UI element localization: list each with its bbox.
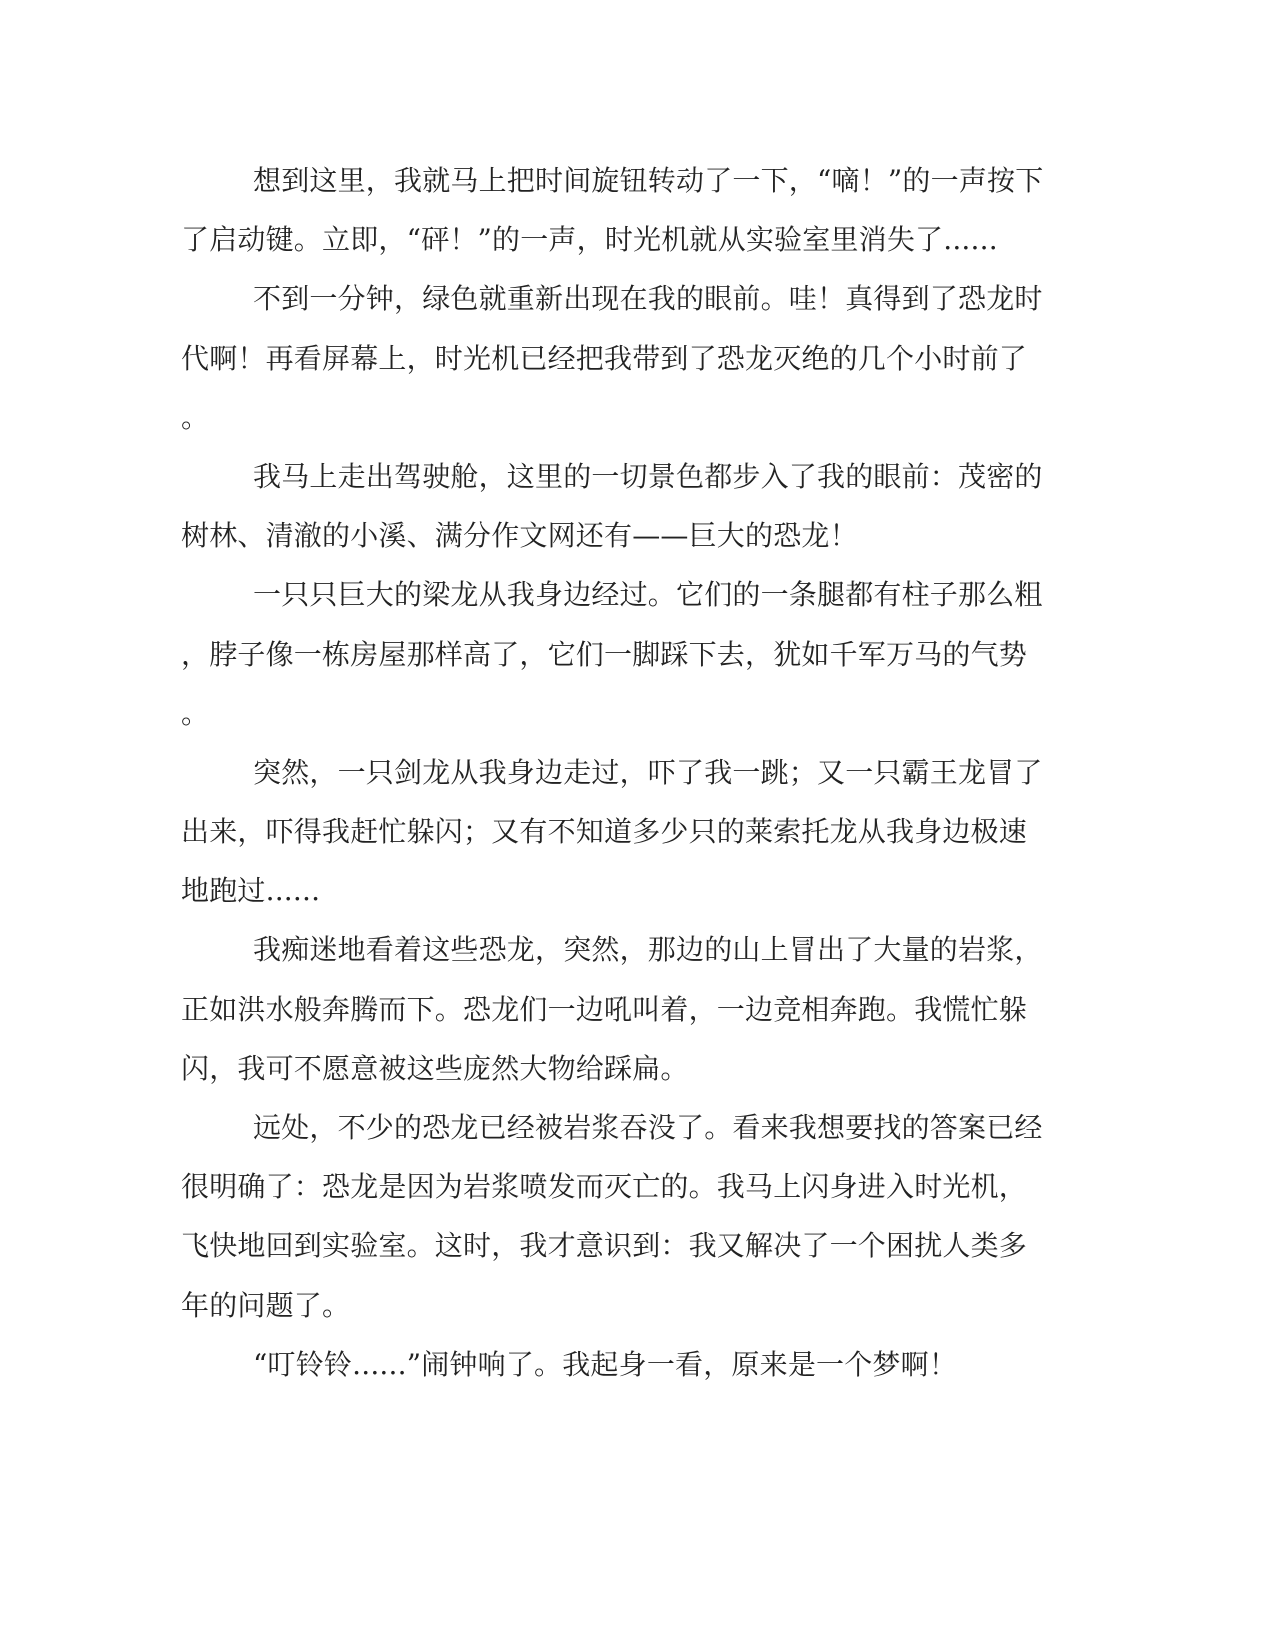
- text-line: 代啊！再看屏幕上，时光机已经把我带到了恐龙灭绝的几个小时前了: [181, 341, 1028, 375]
- text-line: 我马上走出驾驶舱，这里的一切景色都步入了我的眼前：茂密的: [253, 459, 1043, 493]
- text-line: 地跑过......: [181, 874, 321, 908]
- text-line: 正如洪水般奔腾而下。恐龙们一边吼叫着，一边竞相奔跑。我慌忙躲: [181, 992, 1028, 1026]
- text-line: 远处，不少的恐龙已经被岩浆吞没了。看来我想要找的答案已经: [253, 1111, 1043, 1144]
- text-line: 闪，我可不愿意被这些庞然大物给踩扁。: [181, 1051, 689, 1085]
- story-text: [181, 151, 1044, 1394]
- text-line: 想到这里，我就马上把时间旋钮转动了一下，“嘀！”的一声按下: [253, 164, 1044, 197]
- text-line: 年的问题了。: [181, 1288, 351, 1322]
- text-line: 。: [181, 400, 210, 434]
- text-line: 一只只巨大的梁龙从我身边经过。它们的一条腿都有柱子那么粗: [253, 578, 1043, 612]
- text-line: 我痴迷地看着这些恐龙，突然，那边的山上冒出了大量的岩浆，: [253, 933, 1043, 967]
- text-line: 树林、清澈的小溪、满分作文网还有——巨大的恐龙！: [181, 519, 858, 553]
- text-line: 很明确了：恐龙是因为岩浆喷发而灭亡的。我马上闪身进入时光机，: [181, 1170, 1028, 1204]
- text-line: 了启动键。立即，“砰！”的一声，时光机就从实验室里消失了......: [181, 223, 998, 257]
- text-line: 突然，一只剑龙从我身边走过，吓了我一跳；又一只霸王龙冒了: [253, 755, 1043, 789]
- text-line: 不到一分钟，绿色就重新出现在我的眼前。哇！真得到了恐龙时: [253, 282, 1043, 316]
- text-line: 。: [181, 696, 210, 730]
- text-line: “叮铃铃......”闹钟响了。我起身一看，原来是一个梦啊！: [253, 1347, 958, 1381]
- text-line: 出来，吓得我赶忙躲闪；又有不知道多少只的莱索托龙从我身边极速: [181, 815, 1028, 849]
- text-line: ，脖子像一栋房屋那样高了，它们一脚踩下去，犹如千军万马的气势: [181, 637, 1028, 671]
- text-line: 飞快地回到实验室。这时，我才意识到：我又解决了一个困扰人类多: [181, 1229, 1028, 1263]
